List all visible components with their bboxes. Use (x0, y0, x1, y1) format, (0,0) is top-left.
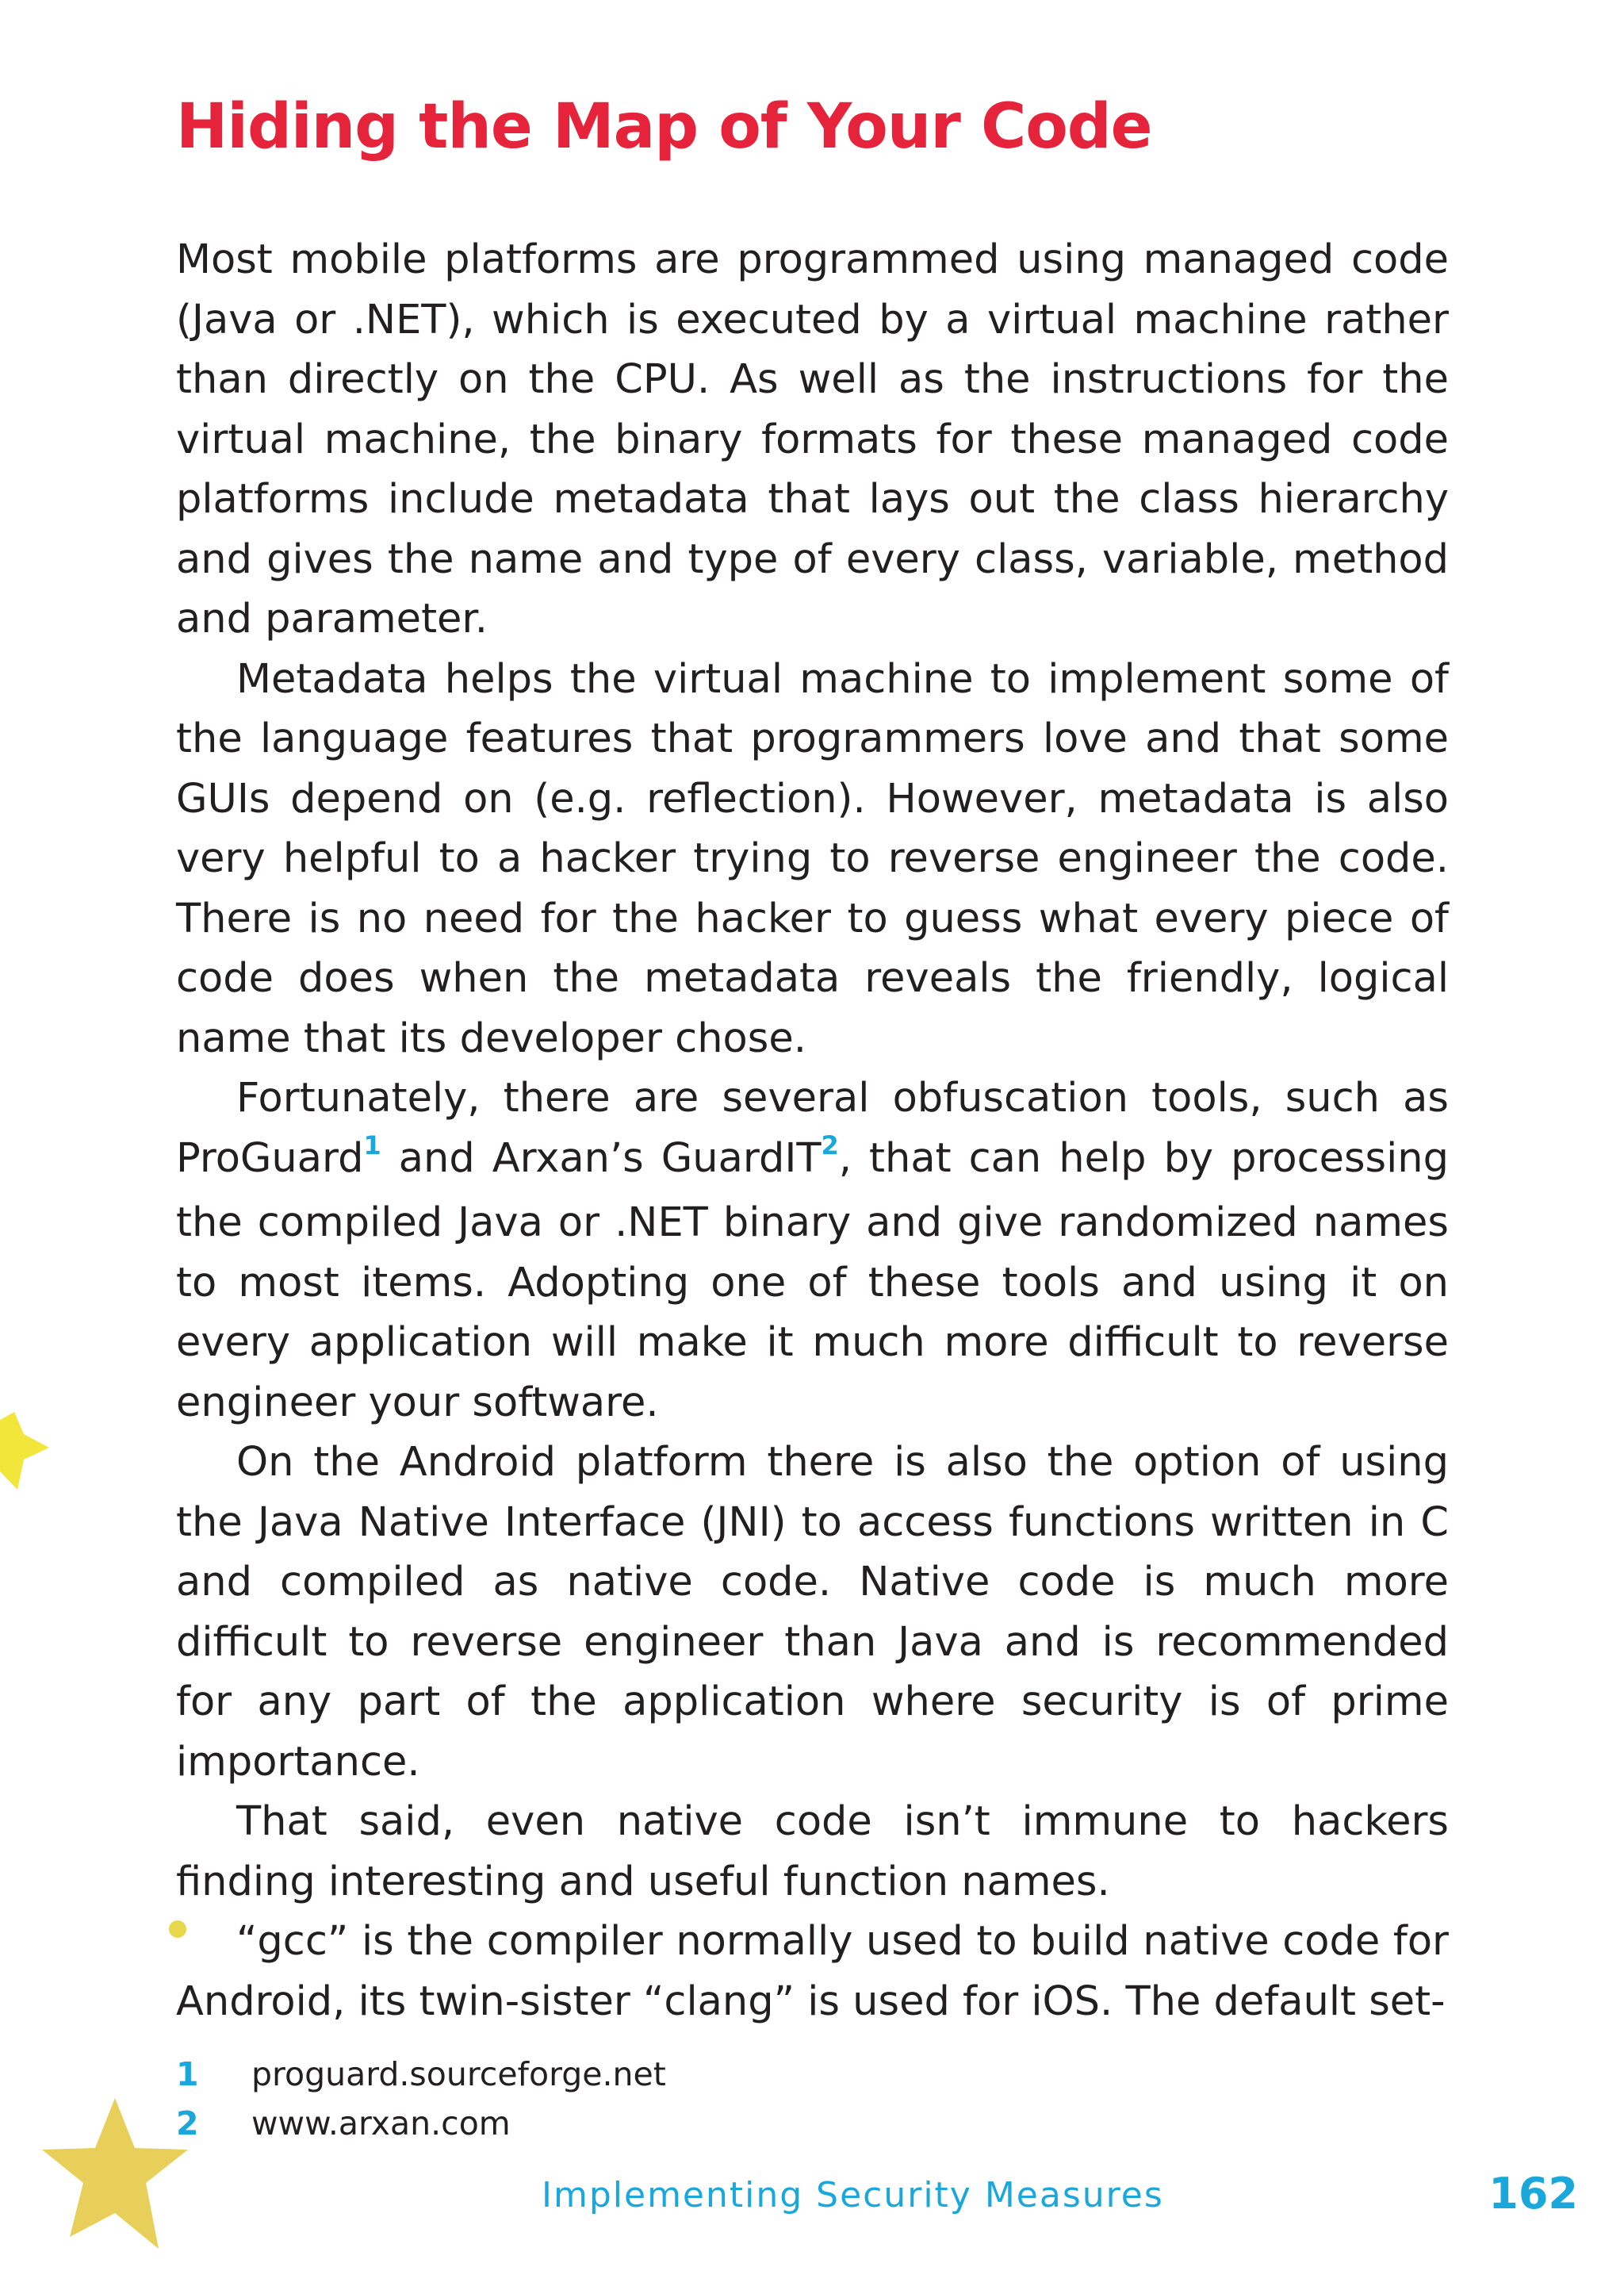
paragraph-text: and Arxan’s GuardIT (381, 1134, 822, 1182)
body-text (176, 230, 1449, 2031)
paragraph: Metadata helps the virtual machine to implement some of the language features that programmers love and that some GUIs depend on (e.g. reflection). However, metadata is also very helpful to a hacker trying to reverse engineer the code. There is no need for the hacker to guess what every piece of code does when the metadata reveals the friendly, logical name that its developer chose. (176, 655, 1449, 1062)
star-icon (0, 1412, 56, 1499)
paragraph: On the Android platform there is also the option of using the Java Native Interface (JNI) to access functions written in C and compiled as native code. Native code is much more difficult to reverse engineer than Java and is recommended for any part of the application where security is of prime importance. (176, 1439, 1449, 1786)
footnote-link[interactable]: proguard.sourceforge.net (251, 2055, 666, 2093)
paragraph (176, 1068, 1449, 1433)
footnote (176, 2099, 666, 2148)
footnotes (176, 2050, 666, 2148)
paragraph: “gcc” is the compiler normally used to build native code for Android, its twin-sister “clang” is used for iOS. The default set- (176, 1918, 1449, 2025)
footer-section-title: Implementing Security Measures (542, 2175, 1164, 2215)
footnote-reference[interactable]: 2 (821, 1130, 839, 1160)
paragraph-text: Fortunately, there are several obfuscation tools, such as ProGuard (176, 1075, 1449, 1182)
footnote-link[interactable]: www.arxan.com (251, 2104, 511, 2142)
paragraph-text: , that can help by processing the compiled Java or .NET binary and give randomized names to most items. Adopting one of these tools and using it on every application will make it much more difficult to reverse engineer your software. (176, 1134, 1449, 1426)
footnote-number: 1 (176, 2055, 199, 2093)
footnote (176, 2050, 666, 2099)
page-number: 162 (1488, 2169, 1578, 2219)
paragraph: Most mobile platforms are programmed using managed code (Java or .NET), which is executed by a virtual machine rather than directly on the CPU. As well as the instructions for the virtual machine, the binary formats for these managed code platforms include metadata that lays out the class hierarchy and gives the name and type of every class, variable, method and parameter. (176, 236, 1449, 643)
paragraph: That said, even native code isn’t immune to hackers finding interesting and useful function names. (176, 1798, 1449, 1905)
footnote-reference[interactable]: 1 (363, 1130, 381, 1160)
star-icon (40, 2094, 190, 2253)
page-title: Hiding the Map of Your Code (176, 91, 1152, 163)
footnote-number: 2 (176, 2104, 199, 2142)
